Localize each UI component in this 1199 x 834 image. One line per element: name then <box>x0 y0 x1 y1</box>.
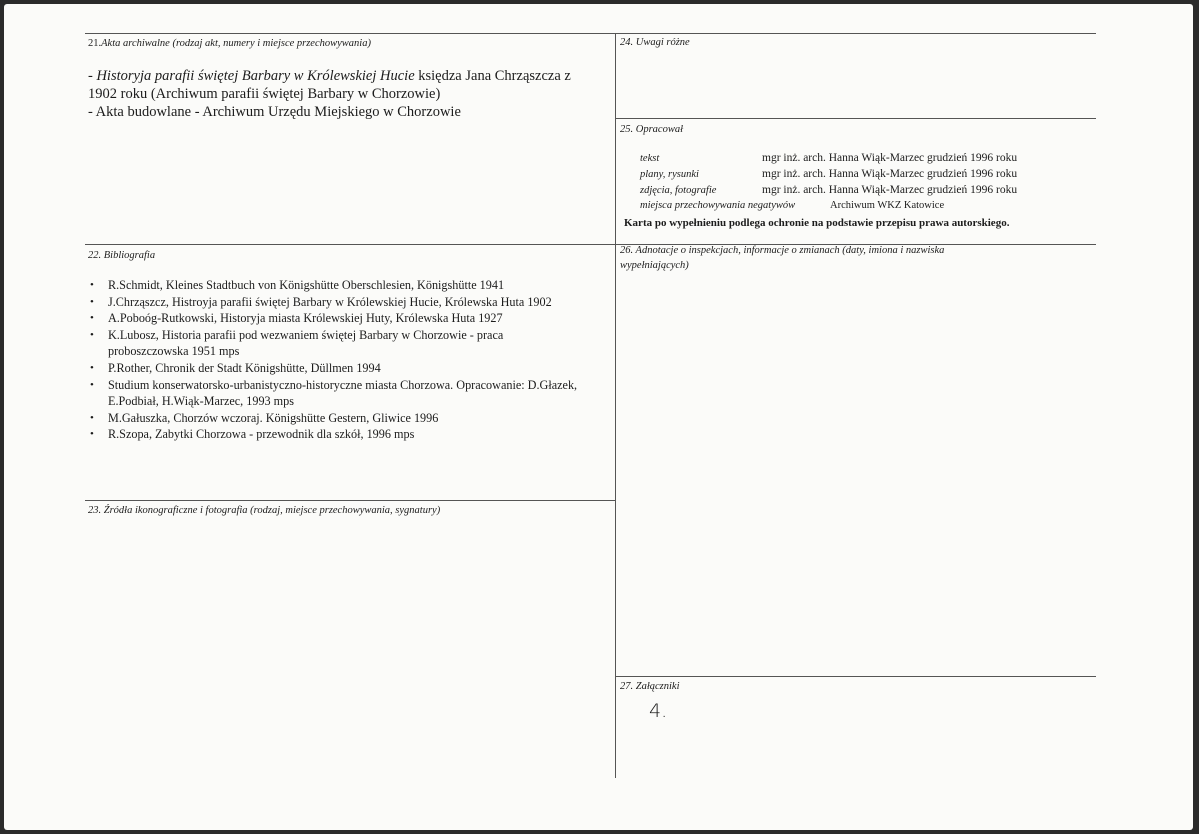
column-divider <box>615 33 616 778</box>
section-21-line-1-title: - Historyja parafii świętej Barbary w Królewskiej Hucie <box>88 68 415 84</box>
section-27-label: 27. Załączniki <box>620 681 680 692</box>
author-row-key: plany, rysunki <box>640 169 699 180</box>
section-26-label-line-1: 26. Adnotacje o inspekcjach, informacje o zmianach (daty, imiona i nazwiska <box>620 245 945 256</box>
bibliography-list <box>90 277 608 443</box>
bibliography-item: • M.Gałuszka, Chorzów wczoraj. Königshütte Gestern, Gliwice 1996 <box>90 410 608 427</box>
negatives-key: miejsca przechowywania negatywów <box>640 200 796 211</box>
copyright-notice: Karta po wypełnieniu podlega ochronie na podstawie przepisu prawa autorskiego. <box>624 217 1010 229</box>
section-21-line-3: - Akta budowlane - Archiwum Urzędu Miejskiego w Chorzowie <box>88 104 461 120</box>
author-row-key: tekst <box>640 153 660 164</box>
bibliography-item: • R.Schmidt, Kleines Stadtbuch von Königshütte Oberschlesien, Königshütte 1941 <box>90 277 608 294</box>
rule-24-25 <box>615 118 1096 119</box>
author-row-value: mgr inż. arch. Hanna Wiąk-Marzec grudzień 1996 roku <box>762 184 1018 196</box>
bibliography-item: • K.Lubosz, Historia parafii pod wezwaniem świętej Barbary w Chorzowie - praca proboszczowska 1951 mps <box>90 327 553 360</box>
author-row-key: zdjęcia, fotografie <box>640 185 717 196</box>
document-sheet <box>4 4 1193 830</box>
section-23-label: 23. Źródła ikonograficzne i fotografia (rodzaj, miejsce przechowywania, sygnatury) <box>88 505 441 516</box>
bibliography-item: • P.Rother, Chronik der Stadt Königshütte, Düllmen 1994 <box>90 360 608 377</box>
section-21-number: 21. <box>88 38 102 49</box>
author-row-value: mgr inż. arch. Hanna Wiąk-Marzec grudzień 1996 roku <box>762 152 1018 164</box>
negatives-value: Archiwum WKZ Katowice <box>830 200 945 211</box>
section-21-title: Akta archiwalne (rodzaj akt, numery i miejsce przechowywania) <box>101 38 371 49</box>
section-21-line-1-rest: księdza Jana Chrząszcza z <box>414 68 571 84</box>
bibliography-item: • J.Chrząszcz, Histroyja parafii świętej Barbary w Królewskiej Hucie, Królewska Huta 1902 <box>90 294 608 311</box>
bibliography-item: • Studium konserwatorsko-urbanistyczno-historyczne miasta Chorzowa. Opracowanie: D.Głazek, E.Podbiał, H.Wiąk-Marzec, 1993 mps <box>90 377 588 410</box>
top-rule <box>85 33 1096 34</box>
author-row-value: mgr inż. arch. Hanna Wiąk-Marzec grudzień 1996 roku <box>762 168 1018 180</box>
handwritten-attachment-count: 4. <box>649 700 668 722</box>
section-25-label: 25. Opracował <box>620 124 683 135</box>
rule-26-27 <box>615 676 1096 677</box>
section-22-label: 22. Bibliografia <box>88 250 156 261</box>
section-21-line-2: 1902 roku (Archiwum parafii świętej Barbary w Chorzowie) <box>88 86 441 102</box>
section-26-label-line-2: wypełniających) <box>620 260 689 271</box>
section-24-label: 24. Uwagi różne <box>620 37 690 48</box>
section-21-line-1 <box>88 67 571 85</box>
bibliography-item: • A.Poboóg-Rutkowski, Historyja miasta Królewskiej Huty, Królewska Huta 1927 <box>90 310 608 327</box>
section-21-label <box>88 38 371 49</box>
rule-22-23 <box>85 500 615 501</box>
bibliography-item: • R.Szopa, Zabytki Chorzowa - przewodnik dla szkół, 1996 mps <box>90 426 608 443</box>
